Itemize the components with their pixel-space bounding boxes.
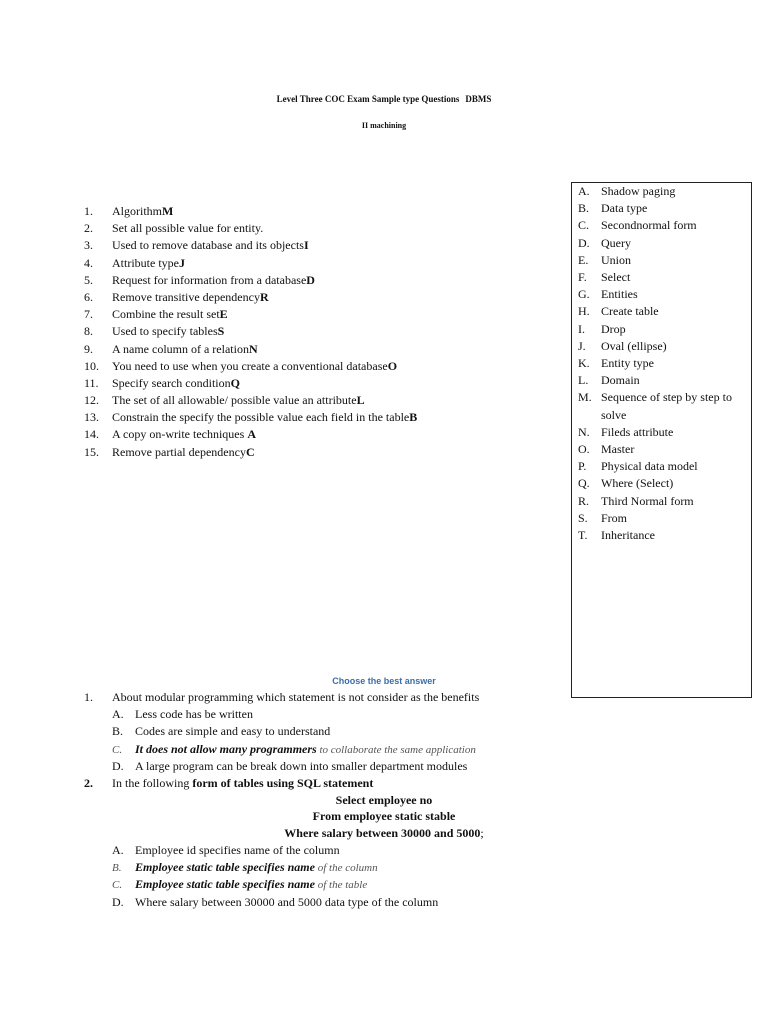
answer-letter: I bbox=[303, 238, 309, 253]
mc-option: A. Employee id specifies name of the column bbox=[112, 843, 340, 857]
matching-question: 7. Combine the result setE bbox=[84, 307, 228, 322]
matching-question: 1. AlgorithmM bbox=[84, 204, 174, 218]
answer-letter: A bbox=[247, 427, 256, 442]
matching-question: 2. Set all possible value for entity. bbox=[84, 221, 264, 236]
mc-option: B. Employee static table specifies name of the column bbox=[112, 860, 378, 875]
option-item: C. Secondnormal form bbox=[578, 218, 697, 233]
matching-question: 3. Used to remove database and its objectsI bbox=[84, 238, 309, 253]
mc-question: 2. In the following form of tables using SQL statement bbox=[84, 775, 374, 790]
matching-question: 8. Used to specify tablesS bbox=[84, 324, 225, 339]
answer-letter: O bbox=[387, 358, 398, 373]
mc-question: 1. About modular programming which statement is not consider as the benefits bbox=[84, 690, 480, 704]
matching-question: 6. Remove transitive dependencyR bbox=[84, 289, 269, 304]
mc-option: C. It does not allow many programmers to collaborate the same application bbox=[112, 741, 476, 756]
option-item: O. Master bbox=[578, 442, 635, 457]
page-title bbox=[0, 94, 768, 104]
option-item: F. Select bbox=[578, 270, 631, 285]
option-item: K. Entity type bbox=[578, 356, 654, 371]
answer-letter: R bbox=[259, 289, 269, 304]
matching-question: 13. Constrain the specify the possible value each field in the tableB bbox=[84, 410, 418, 425]
answer-letter: N bbox=[248, 341, 258, 356]
answer-letter: L bbox=[356, 393, 365, 408]
answer-letter: D bbox=[306, 272, 315, 287]
option-item: B. Data type bbox=[578, 201, 648, 216]
page-subtitle: II machining bbox=[361, 121, 407, 130]
answer-letter: M bbox=[162, 204, 174, 218]
sql-line: Select employee no bbox=[335, 793, 433, 807]
sql-line: Where salary between 30000 and 5000; bbox=[284, 826, 484, 840]
matching-question: 4. Attribute typeJ bbox=[84, 255, 185, 270]
matching-question: 12. The set of all allowable/ possible value an attributeL bbox=[84, 393, 365, 408]
matching-question-list bbox=[84, 203, 417, 461]
option-item: I. Drop bbox=[578, 321, 626, 336]
option-item: M. Sequence of step by step to solve bbox=[578, 390, 732, 422]
option-item: L. Domain bbox=[578, 373, 640, 388]
mc-option: D. A large program can be break down into smaller department modules bbox=[112, 758, 468, 773]
title-text: Level Three COC Exam Sample type Questions bbox=[276, 94, 460, 104]
multiple-choice-section bbox=[84, 689, 479, 792]
option-item: T. Inheritance bbox=[578, 528, 655, 543]
title-subject: DBMS bbox=[465, 94, 492, 104]
option-item: Q. Where (Select) bbox=[578, 476, 674, 491]
matching-question: 10. You need to use when you create a conventional databaseO bbox=[84, 358, 398, 373]
mc-option: C. Employee static table specifies name of the table bbox=[112, 877, 368, 892]
option-item: P. Physical data model bbox=[578, 459, 698, 474]
option-item: R. Third Normal form bbox=[578, 493, 694, 508]
option-item: S. From bbox=[578, 510, 628, 525]
matching-question: 15. Remove partial dependencyC bbox=[84, 444, 255, 459]
matching-question: 5. Request for information from a databaseD bbox=[84, 272, 315, 287]
answer-letter: J bbox=[178, 255, 185, 270]
matching-question: 11. Specify search conditionQ bbox=[84, 375, 240, 390]
matching-options-box bbox=[571, 182, 752, 698]
mc-option: D. Where salary between 30000 and 5000 data type of the column bbox=[112, 894, 439, 909]
option-item: G. Entities bbox=[578, 287, 638, 302]
option-item: N. Fileds attribute bbox=[578, 424, 674, 439]
answer-letter: Q bbox=[230, 375, 240, 390]
option-item: H. Create table bbox=[578, 304, 659, 319]
option-item: D. Query bbox=[578, 235, 631, 250]
mc-option: A. Less code has be written bbox=[112, 707, 253, 722]
answer-letter: S bbox=[217, 324, 225, 339]
option-item: E. Union bbox=[578, 252, 631, 267]
matching-question: 9. A name column of a relationN bbox=[84, 341, 258, 356]
mc-options-q2 bbox=[84, 842, 438, 911]
answer-letter: E bbox=[219, 307, 228, 322]
option-item: J. Oval (ellipse) bbox=[578, 338, 667, 353]
mc-option: B. Codes are simple and easy to understand bbox=[112, 724, 331, 739]
matching-question: 14. A copy on-write techniques A bbox=[84, 427, 256, 442]
section-heading: Choose the best answer bbox=[332, 676, 436, 686]
answer-letter: C bbox=[245, 444, 255, 459]
sql-line: From employee static stable bbox=[312, 809, 456, 823]
option-item: A. Shadow paging bbox=[578, 184, 676, 198]
answer-letter: B bbox=[409, 410, 418, 425]
